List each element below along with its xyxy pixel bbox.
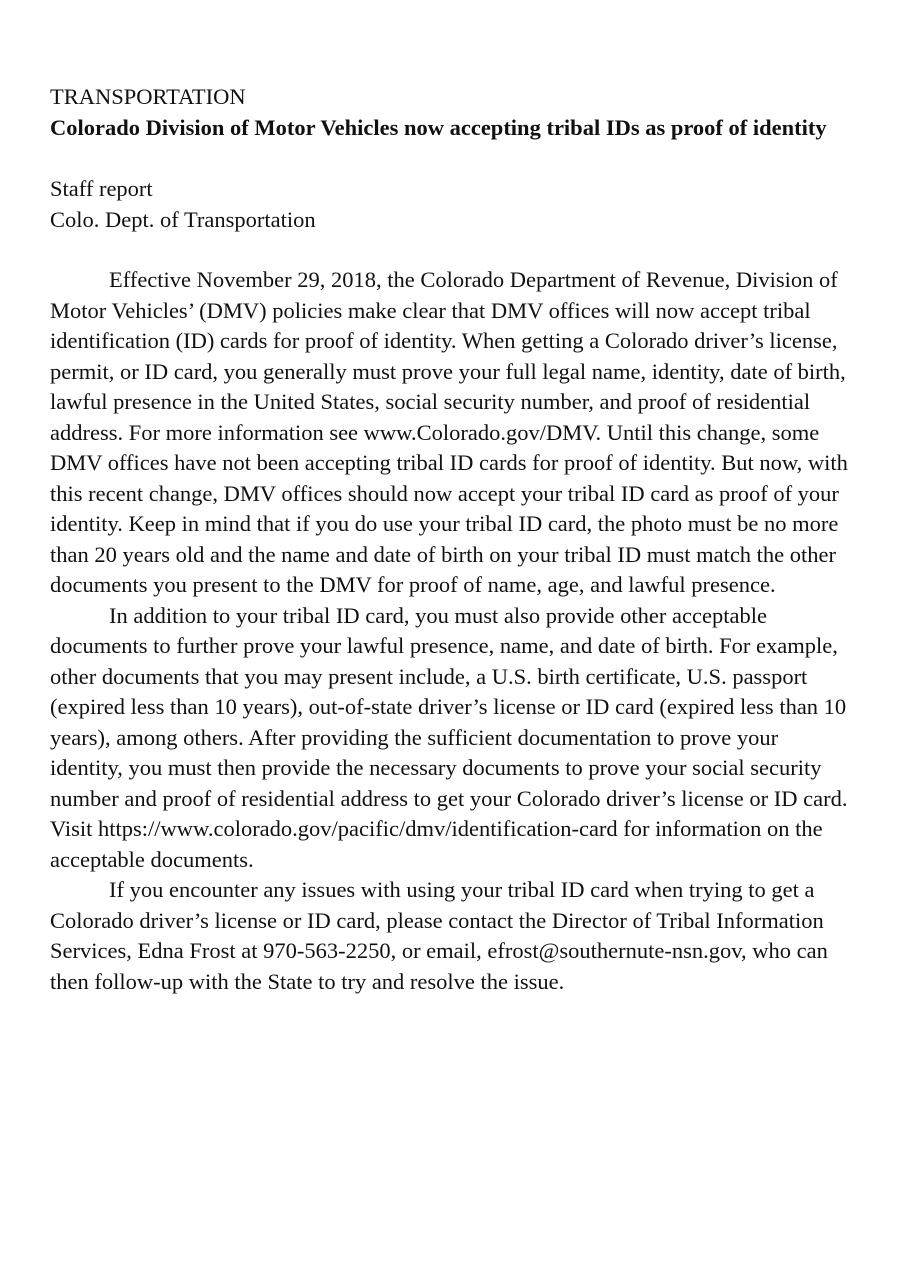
byline-organization: Colo. Dept. of Transportation — [50, 206, 316, 232]
body-paragraph-2: In addition to your tribal ID card, you must also provide other acceptable documents to further prove your lawful presence, name, and date of birth. For example, other documents that you may present include, a U.S. birth certificate, U.S. passport (expired less than 10 years), out-of-state driver’s license or ID card (expired less than 10 years), among others. After providing the sufficient documentation to prove your identity, you must then provide the necessary documents to prove your social security number and proof of residential address to get your Colorado driver’s license or ID card. Visit https://www.colorado.gov/pacific/dmv/identification-card for information on the acceptable documents. — [50, 602, 848, 872]
byline-author: Staff report — [50, 176, 153, 201]
article-headline: Colorado Division of Motor Vehicles now accepting tribal IDs as proof of identity — [50, 114, 827, 140]
article-body — [50, 265, 850, 997]
body-paragraph-1: Effective November 29, 2018, the Colorado Department of Revenue, Division of Motor Vehicles’ (DMV) policies make clear that DMV offices will now accept tribal identification (ID) cards for proof of identity. When getting a Colorado driver’s license, permit, or ID card, you generally must prove your full legal name, identity, date of birth, lawful presence in the United States, social security number, and proof of residential address. For more information see www.Colorado.gov/DMV. Until this change, some DMV offices have not been accepting tribal ID cards for proof of identity. But now, with this recent change, DMV offices should now accept your tribal ID card as proof of your identity. Keep in mind that if you do use your tribal ID card, the photo must be no more than 20 years old and the name and date of birth on your tribal ID must match the other documents you present to the DMV for proof of name, age, and lawful presence. — [50, 267, 848, 597]
article — [50, 82, 850, 997]
section-label: TRANSPORTATION — [50, 84, 246, 109]
body-paragraph-3: If you encounter any issues with using your tribal ID card when trying to get a Colorado driver’s license or ID card, please contact the Director of Tribal Information Services, Edna Frost at 970-563-2250, or email, efrost@southernute-nsn.gov, who can then follow-up with the State to try and resolve the issue. — [50, 877, 828, 994]
byline — [50, 174, 850, 235]
